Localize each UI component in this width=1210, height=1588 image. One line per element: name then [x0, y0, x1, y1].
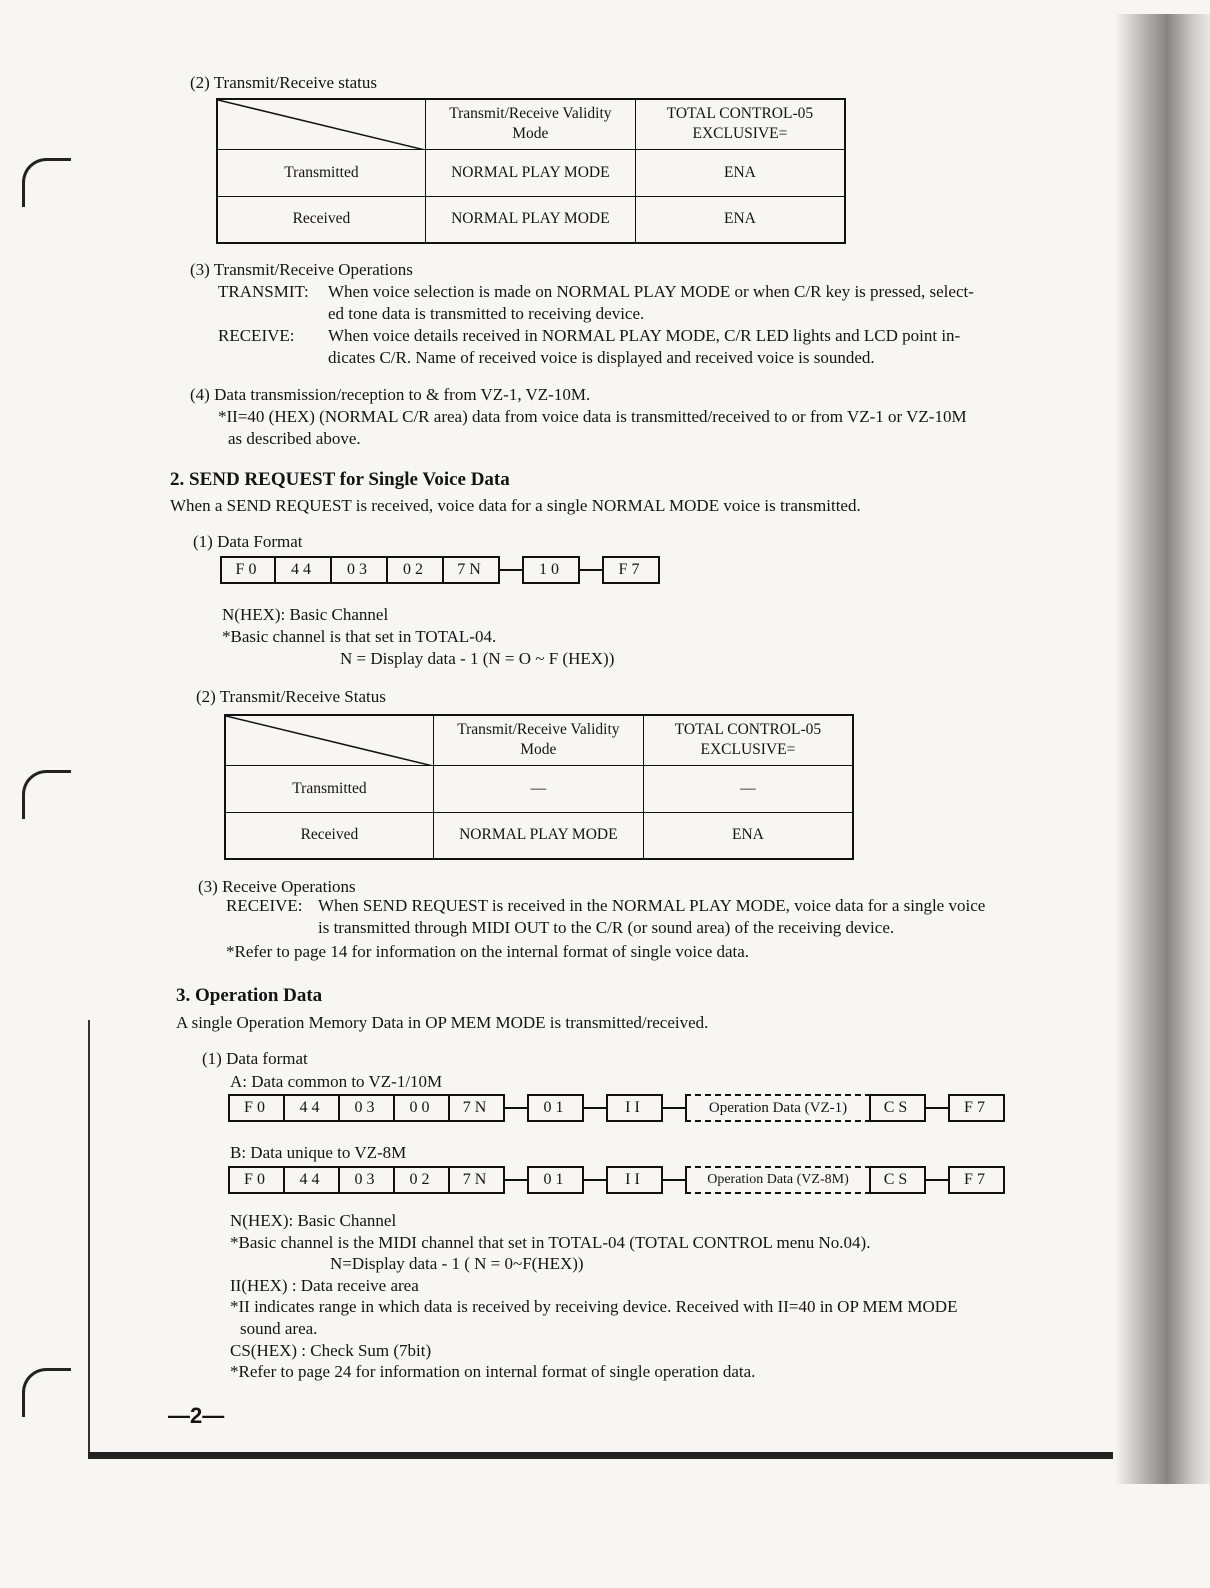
- row-label: Transmitted: [225, 765, 433, 812]
- byte-cell: 03: [340, 1166, 395, 1194]
- s2-status-table: [224, 714, 854, 860]
- s2-status-title: (2) Transmit/Receive Status: [196, 687, 386, 706]
- s3-intro: A single Operation Memory Data in OP MEM MODE is transmitted/received.: [176, 1013, 709, 1032]
- byte-cell: II: [606, 1094, 663, 1122]
- s3-cs-hex: CS(HEX) : Check Sum (7bit): [230, 1341, 432, 1360]
- s3-ii-note-cont: sound area.: [240, 1319, 318, 1338]
- byte-cell: 7N: [450, 1166, 505, 1194]
- row-mode: NORMAL PLAY MODE: [433, 812, 643, 859]
- s3-format-title: (1) Data format: [202, 1049, 308, 1068]
- byte-cell: 01: [527, 1094, 584, 1122]
- connector-line: [926, 1179, 948, 1181]
- row-mode: NORMAL PLAY MODE: [425, 149, 635, 196]
- s2-refer-note: *Refer to page 14 for information on the internal format of single voice data.: [226, 942, 750, 961]
- checksum-cell: CS: [871, 1094, 926, 1122]
- s2-receive-text: When SEND REQUEST is received in the NORMAL PLAY MODE, voice data for a single voice: [318, 896, 986, 915]
- byte-cell: II: [606, 1166, 663, 1194]
- row-ena: ENA: [635, 196, 845, 243]
- page-number: —2—: [168, 1403, 225, 1428]
- diagonal-line: [226, 716, 433, 766]
- byte-cell: F7: [948, 1166, 1005, 1194]
- checksum-cell: CS: [871, 1166, 926, 1194]
- byte-cell: 44: [285, 1094, 340, 1122]
- connector-line: [580, 569, 602, 571]
- s3-ii-hex: II(HEX) : Data receive area: [230, 1276, 419, 1295]
- row-mode: NORMAL PLAY MODE: [425, 196, 635, 243]
- table-corner-cell: [225, 715, 433, 765]
- byte-cell: F7: [948, 1094, 1005, 1122]
- s2-format-title: (1) Data Format: [193, 532, 303, 551]
- s1-data-note-cont: as described above.: [228, 429, 361, 448]
- s2-receive-text-cont: is transmitted through MIDI OUT to the C/R (or sound area) of the receiving device.: [318, 918, 895, 937]
- s1-status-table: [216, 98, 846, 244]
- s2-n-formula: N = Display data - 1 (N = O ~ F (HEX)): [340, 649, 615, 668]
- operation-data-cell: Operation Data (VZ-8M): [685, 1166, 871, 1194]
- receive-text: When voice details received in NORMAL PLAY MODE, C/R LED lights and LCD point in-: [328, 326, 961, 345]
- row-ena: ENA: [643, 812, 853, 859]
- byte-cell: 02: [388, 556, 444, 584]
- page-edge-line: [88, 1020, 90, 1456]
- byte-cell: 10: [522, 556, 580, 584]
- byte-cell: 7N: [444, 556, 500, 584]
- connector-line: [663, 1107, 685, 1109]
- s3-b-byte-sequence: [228, 1166, 1005, 1194]
- byte-cell: F0: [220, 556, 276, 584]
- s3-a-title: A: Data common to VZ-1/10M: [230, 1072, 443, 1091]
- s3-refer-note: *Refer to page 24 for information on internal format of single operation data.: [230, 1362, 756, 1381]
- col-validity-mode: Transmit/Receive Validity Mode: [425, 99, 635, 149]
- byte-cell: 03: [340, 1094, 395, 1122]
- s3-heading: 3. Operation Data: [176, 985, 323, 1006]
- col-total-control: TOTAL CONTROL-05 EXCLUSIVE=: [643, 715, 853, 765]
- page-bottom-edge: [88, 1452, 1113, 1459]
- col-total-control: TOTAL CONTROL-05 EXCLUSIVE=: [635, 99, 845, 149]
- binder-hole-mark: [22, 770, 71, 819]
- row-ena: ENA: [635, 149, 845, 196]
- s1-data-note: *II=40 (HEX) (NORMAL C/R area) data from voice data is transmitted/received to or from VZ-1 or VZ-10M: [218, 407, 967, 426]
- connector-line: [926, 1107, 948, 1109]
- transmit-label: TRANSMIT:: [218, 282, 309, 301]
- s3-ii-note: *II indicates range in which data is received by receiving device. Received with II=40 in OP MEM MODE: [230, 1297, 958, 1316]
- col-validity-mode: Transmit/Receive Validity Mode: [433, 715, 643, 765]
- s1-status-title: (2) Transmit/Receive status: [190, 73, 377, 92]
- binder-hole-mark: [22, 158, 71, 207]
- connector-line: [505, 1107, 527, 1109]
- s3-basic-note: *Basic channel is the MIDI channel that set in TOTAL-04 (TOTAL CONTROL menu No.04).: [230, 1233, 871, 1252]
- transmit-text: When voice selection is made on NORMAL PLAY MODE or when C/R key is pressed, select-: [328, 282, 974, 301]
- s2-ops-title: (3) Receive Operations: [198, 877, 356, 896]
- byte-cell: 44: [276, 556, 332, 584]
- byte-cell: 02: [395, 1166, 450, 1194]
- row-ena: —: [643, 765, 853, 812]
- byte-cell: 7N: [450, 1094, 505, 1122]
- row-label: Transmitted: [217, 149, 425, 196]
- operation-data-cell: Operation Data (VZ-1): [685, 1094, 871, 1122]
- byte-cell: 44: [285, 1166, 340, 1194]
- transmit-text-cont: ed tone data is transmitted to receiving device.: [328, 304, 645, 323]
- connector-line: [500, 569, 522, 571]
- byte-cell: 01: [527, 1166, 584, 1194]
- s3-a-byte-sequence: [228, 1094, 1005, 1122]
- row-label: Received: [217, 196, 425, 243]
- receive-text-cont: dicates C/R. Name of received voice is displayed and received voice is sounded.: [328, 348, 875, 367]
- diagonal-line: [218, 100, 425, 150]
- connector-line: [663, 1179, 685, 1181]
- s2-byte-sequence: [220, 556, 660, 584]
- byte-cell: F7: [602, 556, 660, 584]
- s3-n-hex: N(HEX): Basic Channel: [230, 1211, 397, 1230]
- binder-hole-mark: [22, 1368, 71, 1417]
- row-mode: —: [433, 765, 643, 812]
- s2-n-hex: N(HEX): Basic Channel: [222, 605, 389, 624]
- s3-n-formula: N=Display data - 1 ( N = 0~F(HEX)): [330, 1254, 584, 1273]
- connector-line: [584, 1107, 606, 1109]
- s1-ops-title: (3) Transmit/Receive Operations: [190, 260, 413, 279]
- row-label: Received: [225, 812, 433, 859]
- receive-label: RECEIVE:: [218, 326, 295, 345]
- scan-edge-shadow: [1115, 14, 1210, 1484]
- connector-line: [505, 1179, 527, 1181]
- table-corner-cell: [217, 99, 425, 149]
- byte-cell: 03: [332, 556, 388, 584]
- byte-cell: 00: [395, 1094, 450, 1122]
- s2-basic-note: *Basic channel is that set in TOTAL-04.: [222, 627, 497, 646]
- connector-line: [584, 1179, 606, 1181]
- s3-b-title: B: Data unique to VZ-8M: [230, 1143, 407, 1162]
- s1-data-title: (4) Data transmission/reception to & from VZ-1, VZ-10M.: [190, 385, 591, 404]
- s2-heading: 2. SEND REQUEST for Single Voice Data: [170, 469, 510, 490]
- byte-cell: F0: [228, 1094, 285, 1122]
- byte-cell: F0: [228, 1166, 285, 1194]
- s2-intro: When a SEND REQUEST is received, voice data for a single NORMAL MODE voice is transmitted.: [170, 496, 861, 515]
- s2-receive-label: RECEIVE:: [226, 896, 303, 915]
